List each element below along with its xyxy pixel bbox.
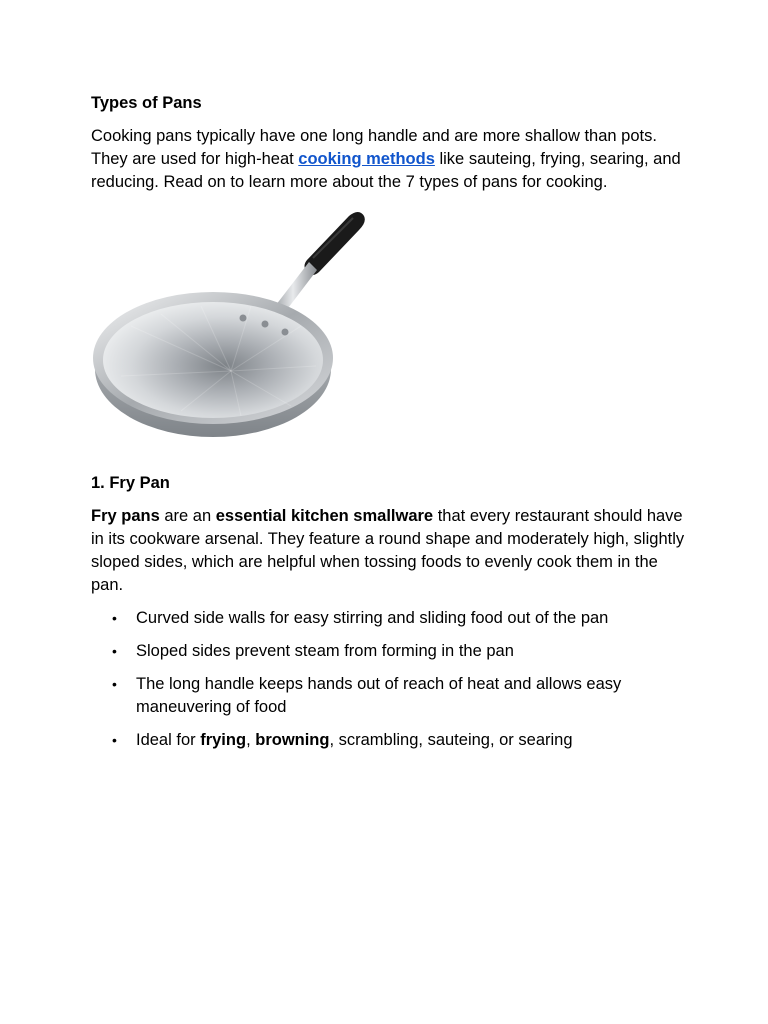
intro-text-2: like sauteing, frying, searing, and reducing. Read on to learn more about the 7 types of pans for cooking. bbox=[91, 150, 681, 191]
cooking-methods-link[interactable]: cooking methods bbox=[298, 150, 435, 168]
fry-pan-photo bbox=[91, 206, 367, 458]
bullet-icon: • bbox=[112, 732, 117, 748]
list-item-text bbox=[136, 731, 573, 749]
list-item bbox=[91, 673, 691, 719]
fry-pan-description bbox=[91, 505, 691, 597]
ideal-for-text: Ideal for bbox=[136, 731, 201, 749]
list-item-text: Curved side walls for easy stirring and sliding food out of the pan bbox=[136, 609, 609, 627]
fry-pan-heading: 1. Fry Pan bbox=[91, 474, 170, 492]
bullet-icon: • bbox=[112, 676, 117, 692]
remaining-methods-text: , scrambling, sauteing, or searing bbox=[329, 731, 573, 749]
frying-bold: frying bbox=[200, 731, 247, 749]
section-heading: Types of Pans bbox=[91, 94, 202, 112]
document-page bbox=[91, 92, 691, 762]
intro-paragraph bbox=[91, 125, 691, 194]
list-item bbox=[91, 607, 691, 630]
desc-text-2: that every restaurant should have in its cookware arsenal. They feature a round shape and moderately high, slightly sloped sides, which are helpful when tossing foods to evenly cook them in the pan. bbox=[91, 507, 685, 594]
fry-pan-features-list bbox=[91, 607, 691, 752]
intro-text-1: Cooking pans typically have one long handle and are more shallow than pots. They are used for high-heat bbox=[91, 127, 657, 168]
browning-bold: browning bbox=[255, 731, 330, 749]
desc-text-1: are an bbox=[159, 507, 216, 525]
list-item bbox=[91, 729, 691, 752]
list-item-text: Sloped sides prevent steam from forming in the pan bbox=[136, 642, 514, 660]
essential-smallware-bold: essential kitchen smallware bbox=[215, 507, 434, 525]
bullet-icon: • bbox=[112, 610, 117, 626]
bullet-icon: • bbox=[112, 643, 117, 659]
fry-pans-bold: Fry pans bbox=[91, 507, 160, 525]
list-item bbox=[91, 640, 691, 663]
list-item-text: The long handle keeps hands out of reach of heat and allows easy maneuvering of food bbox=[136, 675, 622, 716]
comma-text: , bbox=[246, 731, 256, 749]
